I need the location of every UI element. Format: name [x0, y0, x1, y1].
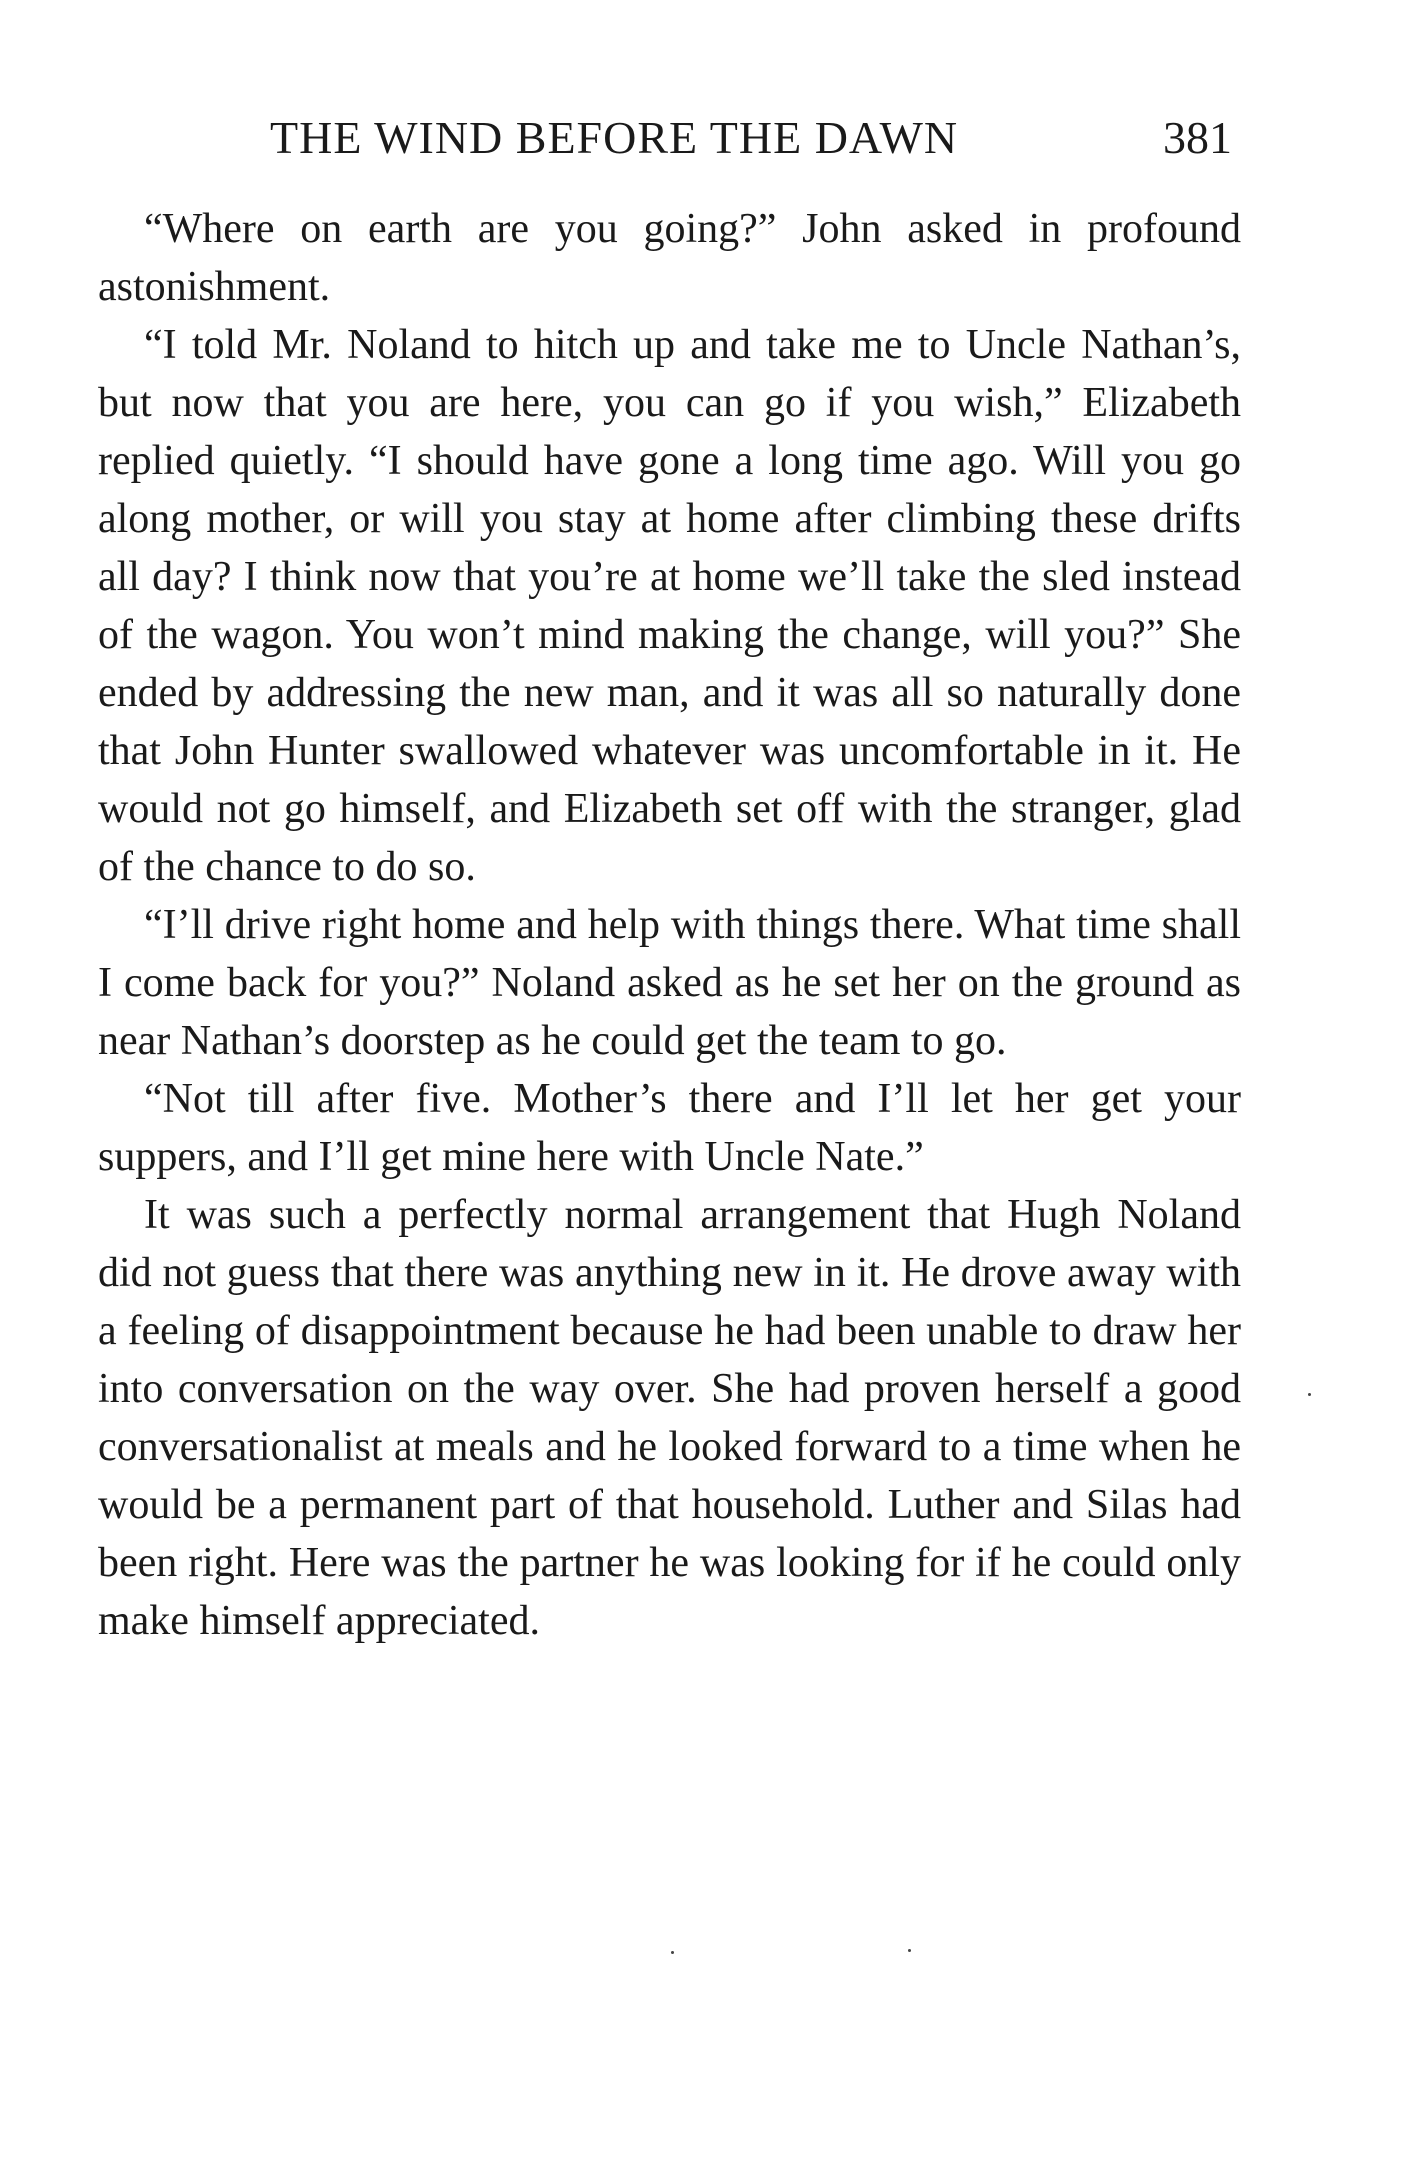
paragraph: “Not till after five. Mother’s there and I’ll let her get your suppers, and I’ll get mine here with Uncle Nate.” — [98, 1076, 1241, 1180]
paragraph: It was such a perfectly normal arrangement that Hugh Noland did not guess that there was anything new in it. He drove away with a feeling of disappointment because he had been unable to draw her into conversation on the way over. She had proven herself a good conversationalist at meals and he looked forward to a time when he would be a permanent part of that household. Luther and Silas had been right. Here was the partner he was looking for if he could only make himself appreciated. — [98, 1192, 1241, 1644]
print-speck — [908, 1949, 911, 1952]
paragraph: “I told Mr. Noland to hitch up and take me to Uncle Nathan’s, but now that you are here, you can go if you wish,” Elizabeth replied quietly. “I should have gone a long time ago. Will you go along mother, or will you stay at home after climbing these drifts all day? I think now that you’re at home we’ll take the sled instead of the wagon. You won’t mind making the change, will you?” She ended by addressing the new man, and it was all so naturally done that John Hunter swallowed whatever was uncomfortable in it. He would not go himself, and Elizabeth set off with the stranger, glad of the chance to do so. — [98, 322, 1241, 890]
print-speck — [1308, 1393, 1311, 1396]
body-text — [98, 200, 1241, 1650]
paragraph: “I’ll drive right home and help with things there. What time shall I come back for you?” Noland asked as he set her on the ground as near Nathan’s doorstep as he could get the team to go. — [98, 902, 1241, 1064]
print-speck — [671, 1951, 674, 1954]
paragraph: “Where on earth are you going?” John asked in profound astonishment. — [98, 206, 1241, 310]
running-head-title: THE WIND BEFORE THE DAWN — [270, 112, 959, 163]
page-number: 381 — [1163, 112, 1232, 163]
